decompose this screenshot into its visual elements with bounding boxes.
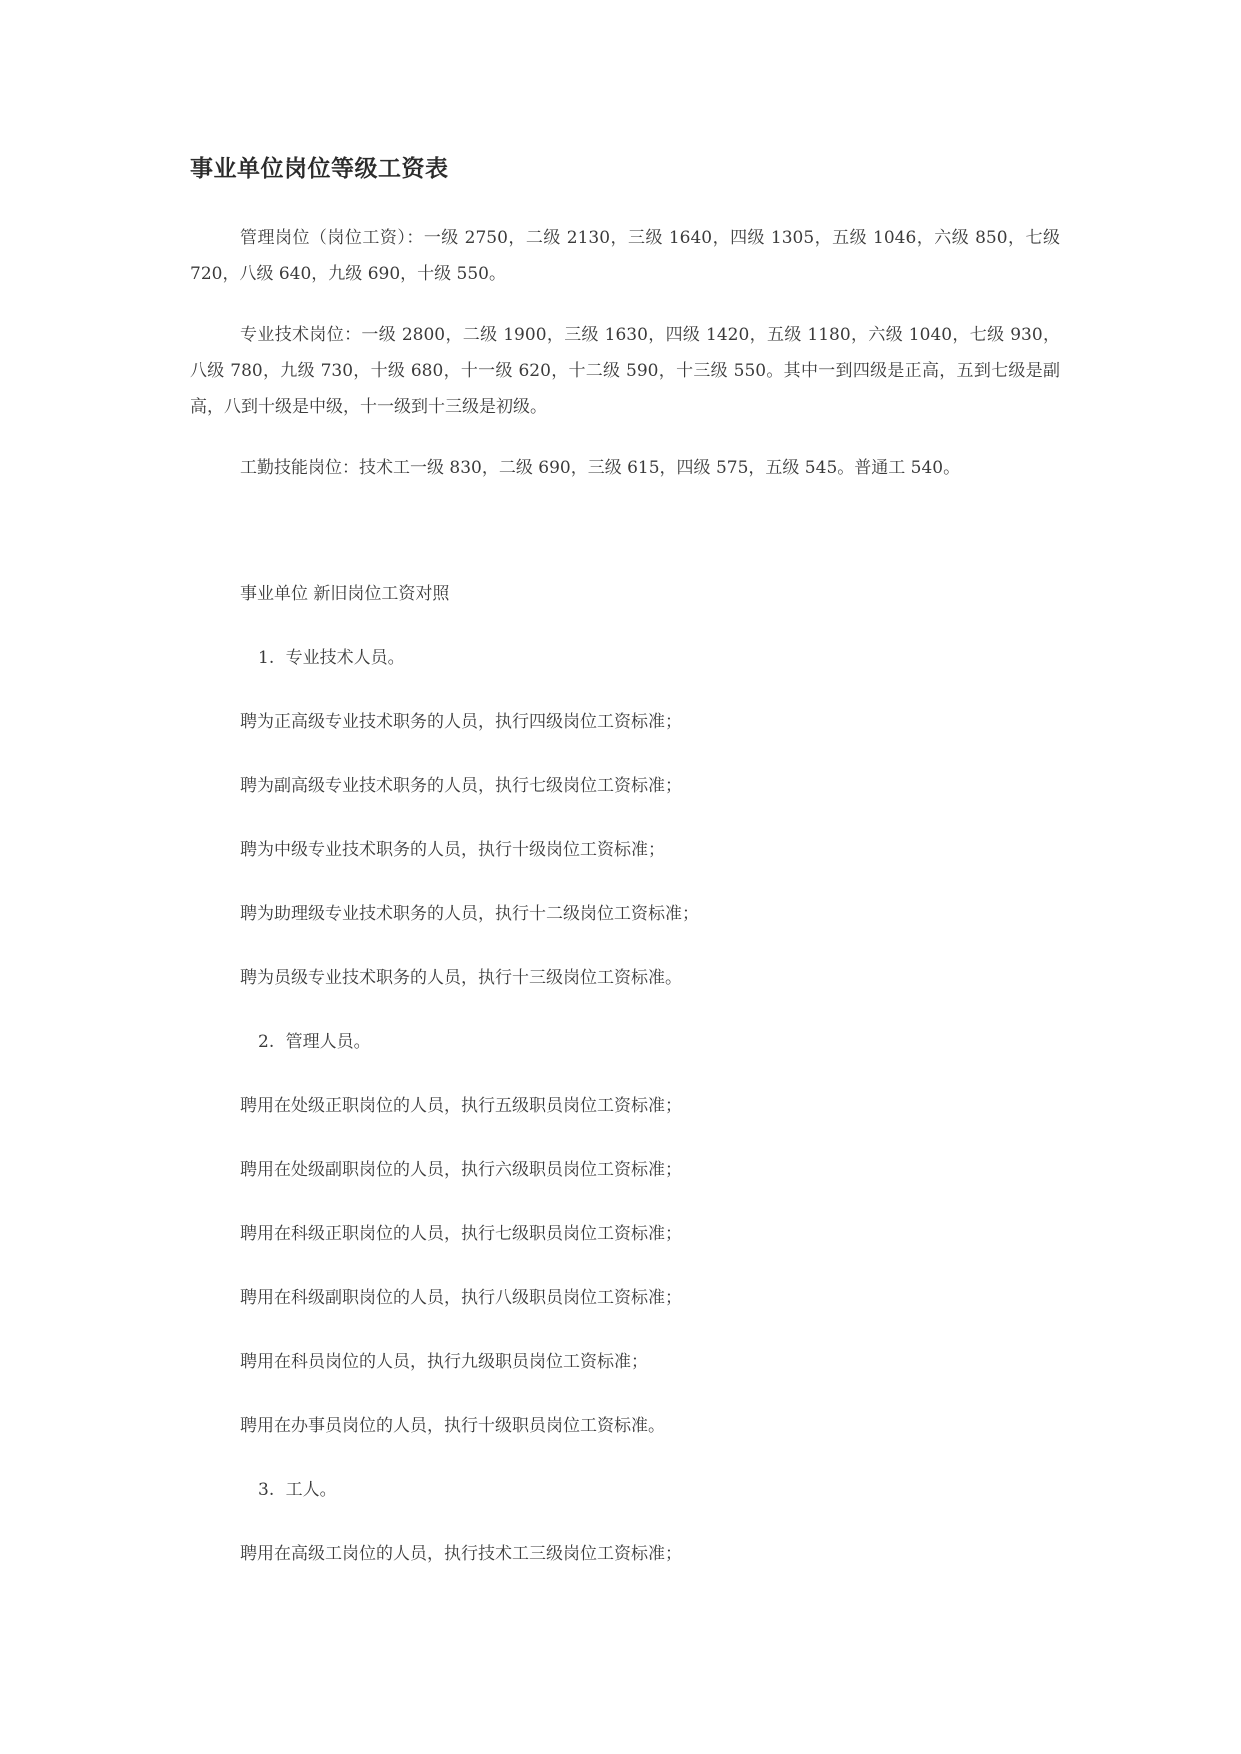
section-3-number: 3. <box>258 1480 275 1500</box>
section-3-heading <box>258 1478 337 1502</box>
list-item: 聘为员级专业技术职务的人员，执行十三级岗位工资标准。 <box>240 968 682 988</box>
section-heading: 事业单位 新旧岗位工资对照 <box>240 584 450 604</box>
paragraph-management-wages: 管理岗位（岗位工资）：一级 2750，二级 2130，三级 1640，四级 1305，五级 1046，六级 850，七级 720，八级 640，九级 690，十级 550。 <box>190 228 1060 284</box>
list-item: 聘用在处级正职岗位的人员，执行五级职员岗位工资标准； <box>240 1096 682 1116</box>
paragraph-worker-wages: 工勤技能岗位：技术工一级 830，二级 690，三级 615，四级 575，五级 545。普通工 540。 <box>240 458 961 478</box>
paragraph-technical-wages: 专业技术岗位：一级 2800，二级 1900，三级 1630，四级 1420，五级 1180，六级 1040，七级 930，八级 780，九级 730，十级 680，十一级 620，十二级 590，十三级 550。其中一到四级是正高，五到七级是副高，八到十级是中级，十一级到十三级是初级。 <box>190 325 1060 417</box>
list-item: 聘用在处级副职岗位的人员，执行六级职员岗位工资标准； <box>240 1160 682 1180</box>
list-item: 聘为中级专业技术职务的人员，执行十级岗位工资标准； <box>240 840 665 860</box>
section-1-number: 1. <box>258 648 275 668</box>
list-item: 聘为副高级专业技术职务的人员，执行七级岗位工资标准； <box>240 776 682 796</box>
list-item: 聘用在科级正职岗位的人员，执行七级职员岗位工资标准； <box>240 1224 682 1244</box>
list-item: 聘为助理级专业技术职务的人员，执行十二级岗位工资标准； <box>240 904 699 924</box>
section-2-heading <box>258 1030 371 1054</box>
list-item: 聘用在办事员岗位的人员，执行十级职员岗位工资标准。 <box>240 1416 665 1436</box>
section-3-title: 工人。 <box>285 1480 337 1500</box>
section-2-title: 管理人员。 <box>285 1032 371 1052</box>
list-item: 聘为正高级专业技术职务的人员，执行四级岗位工资标准； <box>240 712 682 732</box>
list-item: 聘用在科级副职岗位的人员，执行八级职员岗位工资标准； <box>240 1288 682 1308</box>
section-2-number: 2. <box>258 1032 275 1052</box>
section-1-title: 专业技术人员。 <box>285 648 405 668</box>
page-title: 事业单位岗位等级工资表 <box>190 155 449 182</box>
section-1-heading <box>258 646 405 670</box>
list-item: 聘用在科员岗位的人员，执行九级职员岗位工资标准； <box>240 1352 648 1372</box>
list-item: 聘用在高级工岗位的人员，执行技术工三级岗位工资标准； <box>240 1544 682 1564</box>
